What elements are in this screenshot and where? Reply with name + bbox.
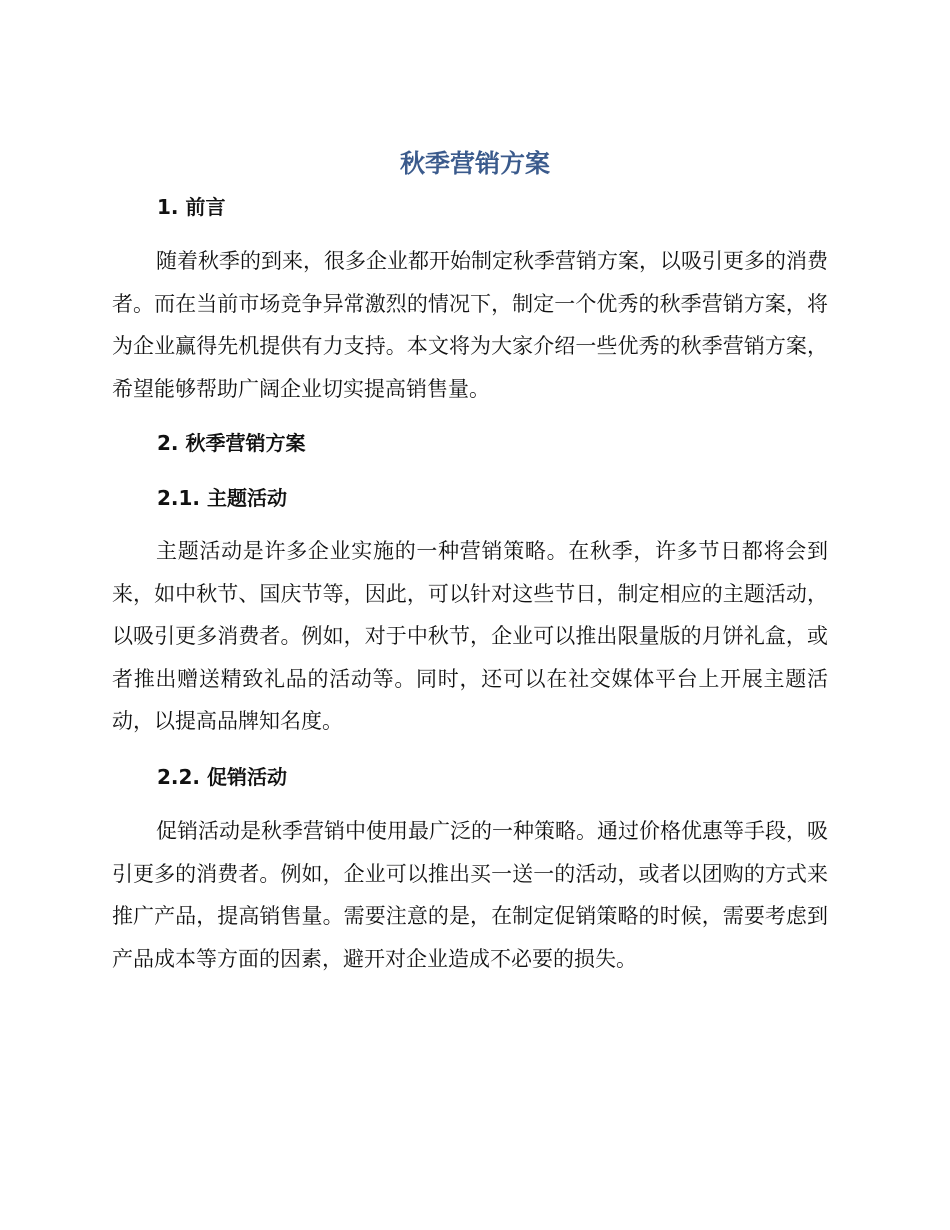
section-paragraph-promotions: 促销活动是秋季营销中使用最广泛的一种策略。通过价格优惠等手段，吸引更多的消费者。例如，企业可以推出买一送一的活动，或者以团购的方式来推广产品，提高销售量。需要注意的是，在制定促销策略的时候，需要考虑到产品成本等方面的因素，避开对企业造成不必要的损失。 xyxy=(112,819,828,971)
section-heading-promotions: 2.2. 促销活动 xyxy=(157,765,287,789)
section-heading-preface: 1. 前言 xyxy=(157,195,226,219)
section-paragraph-preface: 随着秋季的到来，很多企业都开始制定秋季营销方案，以吸引更多的消费者。而在当前市场竞争异常激烈的情况下，制定一个优秀的秋季营销方案，将为企业赢得先机提供有力支持。本文将为大家介绍一些优秀的秋季营销方案，希望能够帮助广阔企业切实提高销售量。 xyxy=(112,249,828,401)
section-heading-theme-activities: 2.1. 主题活动 xyxy=(157,486,287,510)
section-heading-autumn-marketing-plan: 2. 秋季营销方案 xyxy=(157,431,306,455)
document-title: 秋季营销方案 xyxy=(399,149,550,178)
section-paragraph-theme-activities: 主题活动是许多企业实施的一种营销策略。在秋季，许多节日都将会到来，如中秋节、国庆节等，因此，可以针对这些节日，制定相应的主题活动，以吸引更多消费者。例如，对于中秋节，企业可以推出限量版的月饼礼盒，或者推出赠送精致礼品的活动等。同时，还可以在社交媒体平台上开展主题活动，以提高品牌知名度。 xyxy=(112,539,828,733)
